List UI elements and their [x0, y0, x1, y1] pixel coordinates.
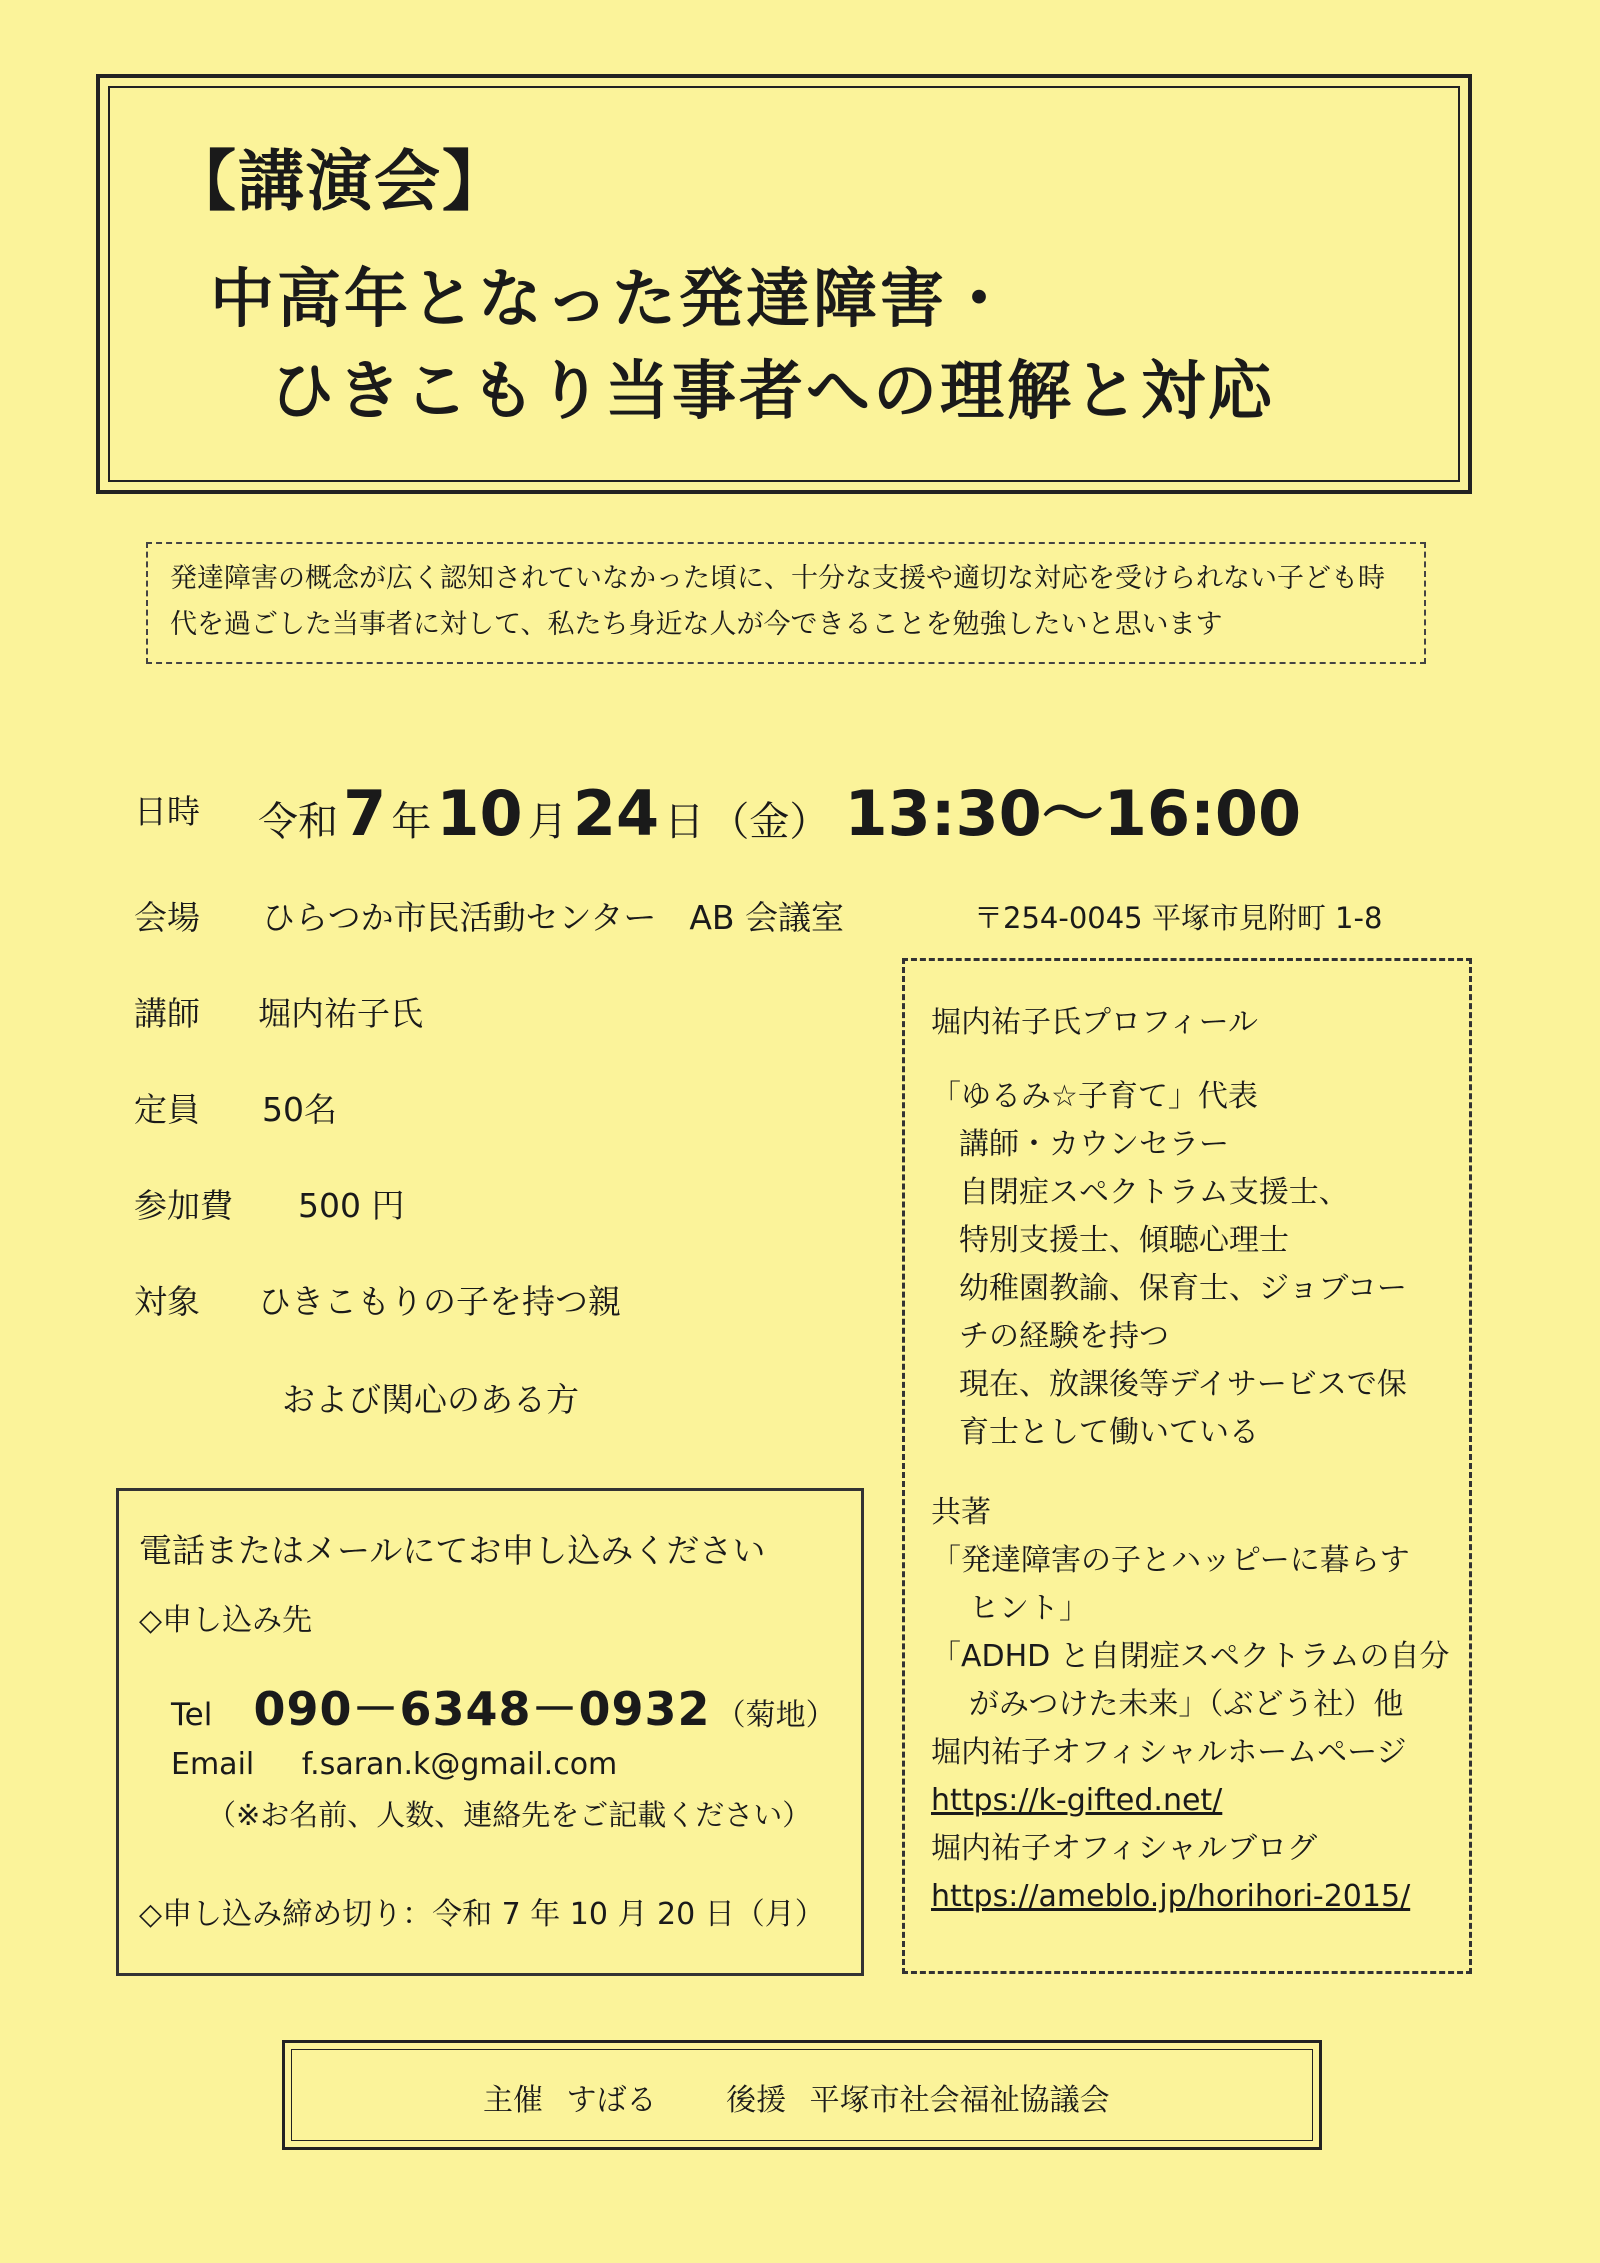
venue-value: ひらつか市民活動センター AB 会議室 — [262, 898, 845, 937]
intro-line2: 代を過ごした当事者に対して、私たち身近な人が今できることを勉強したいと思います — [170, 609, 1223, 640]
intro-line1: 発達障害の概念が広く認知されていなかった頃に、十分な支援や適切な対応を受けられない子ども時 — [170, 563, 1385, 594]
lecturer-value: 堀内祐子氏 — [258, 994, 423, 1033]
profile-line: 現在、放課後等デイサービスで保 — [959, 1367, 1407, 1402]
profile-line: 育士として働いている — [959, 1415, 1259, 1450]
event-type-tag: 【講演会】 — [170, 143, 510, 220]
profile-line: 幼稚園教諭、保育士、ジョブコー — [959, 1271, 1407, 1306]
tel-contact-name: （菊地） — [715, 1698, 836, 1733]
title-box — [96, 74, 1472, 494]
homepage-label: 堀内祐子オフィシャルホームページ — [931, 1735, 1407, 1770]
date-year: 7 — [343, 777, 387, 850]
profile-heading: 堀内祐子氏プロフィール — [931, 1005, 1258, 1040]
event-title-line2: ひきこもり当事者への理解と対応 — [270, 355, 1275, 429]
works-heading: 共著 — [931, 1495, 991, 1530]
blog-label: 堀内祐子オフィシャルブログ — [931, 1831, 1318, 1866]
date-time: 13:30～16:00 — [844, 777, 1302, 850]
date-weekday: （金） — [709, 799, 830, 845]
date-value — [258, 764, 1301, 853]
venue-address: 〒254-0045 平塚市見附町 1-8 — [974, 901, 1383, 935]
date-month: 10 — [436, 777, 523, 850]
fee-value: 500 円 — [298, 1186, 405, 1225]
lecturer-label: 講師 — [134, 994, 200, 1033]
profile-box — [902, 958, 1472, 1974]
date-label: 日時 — [134, 792, 200, 831]
host-name: すばる — [566, 2083, 657, 2118]
apply-box — [116, 1488, 864, 1976]
footer-box — [282, 2040, 1322, 2150]
email-address[interactable]: f.saran.k@gmail.com — [301, 1747, 618, 1782]
capacity-label: 定員 — [134, 1090, 200, 1129]
homepage-link[interactable]: https://k-gifted.net/ — [931, 1783, 1223, 1818]
apply-heading: 電話またはメールにてお申し込みください — [139, 1531, 766, 1570]
profile-line: 「ゆるみ☆子育て」代表 — [931, 1079, 1258, 1114]
date-day-unit: 日 — [664, 799, 705, 845]
email-label: Email — [171, 1747, 255, 1782]
work-line: がみつけた未来」（ぶどう社）他 — [969, 1687, 1404, 1722]
profile-line: 自閉症スペクトラム支援士、 — [959, 1175, 1349, 1210]
profile-line: チの経験を持つ — [959, 1319, 1169, 1354]
profile-line: 特別支援士、傾聴心理士 — [959, 1223, 1289, 1258]
organizer-row — [483, 2075, 1110, 2119]
fee-label: 参加費 — [134, 1186, 233, 1225]
work-line: 「発達障害の子とハッピーに暮らす — [931, 1543, 1410, 1578]
apply-destination-label: ◇申し込み先 — [139, 1603, 313, 1638]
intro-box — [146, 542, 1426, 664]
email-note: （※お名前、人数、連絡先をご記載ください） — [207, 1798, 812, 1832]
target-value-2: および関心のある方 — [282, 1380, 579, 1419]
date-year-unit: 年 — [391, 799, 432, 845]
blog-link[interactable]: https://ameblo.jp/horihori-2015/ — [931, 1879, 1411, 1914]
date-era: 令和 — [258, 799, 338, 845]
date-month-unit: 月 — [527, 799, 568, 845]
venue-label: 会場 — [134, 898, 200, 937]
work-line: ヒント」 — [969, 1591, 1089, 1626]
target-label: 対象 — [134, 1282, 200, 1321]
event-title-line1: 中高年となった発達障害・ — [210, 263, 1014, 337]
apply-deadline: ◇申し込み締め切り：令和 7 年 10 月 20 日（月） — [139, 1897, 825, 1932]
host-label: 主催 — [483, 2083, 543, 2118]
target-value: ひきこもりの子を持つ親 — [258, 1282, 621, 1321]
work-line: 「ADHD と自閉症スペクトラムの自分 — [931, 1639, 1450, 1674]
capacity-value: 50名 — [262, 1090, 337, 1129]
date-day: 24 — [572, 777, 660, 850]
tel-number[interactable]: 090－6348－0932 — [253, 1682, 711, 1736]
support-name: 平塚市社会福祉協議会 — [809, 2083, 1110, 2118]
profile-line: 講師・カウンセラー — [959, 1127, 1229, 1162]
apply-email-row — [171, 1747, 617, 1782]
apply-tel-row — [171, 1673, 836, 1739]
tel-label: Tel — [171, 1697, 213, 1733]
support-label: 後援 — [726, 2083, 787, 2118]
